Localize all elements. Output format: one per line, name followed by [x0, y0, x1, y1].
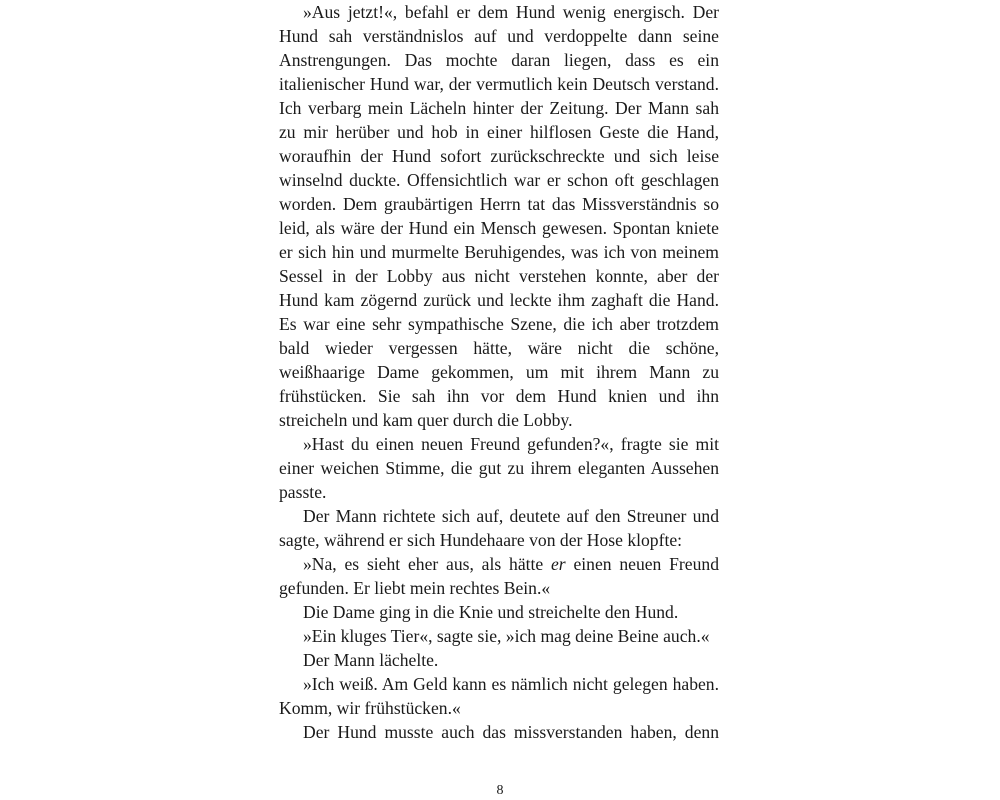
paragraph-3: Der Mann richtete sich auf, deutete auf den Streuner und sagte, während er sich Hundehaare von der Hose klopfte:: [279, 506, 719, 550]
paragraph-4-part-2: einen neuen Freund gefunden. Er liebt mein rechtes Bein.«: [279, 554, 719, 598]
paragraph-1: »Aus jetzt!«, befahl er dem Hund wenig energisch. Der Hund sah verständnislos auf und verdoppelte dann seine Anstrengungen. Das mochte daran liegen, dass es ein italienischer Hund war, der vermutlich kein Deutsch verstand. Ich verbarg mein Lächeln hinter der Zeitung. Der Mann sah zu mir herüber und hob in einer hilflosen Geste die Hand, woraufhin der Hund sofort zurückschreckte und sich leise winselnd duckte. Offensichtlich war er schon oft geschlagen worden. Dem graubärtigen Herrn tat das Missverständnis so leid, als wäre der Hund ein Mensch gewesen. Spontan kniete er sich hin und murmelte Beruhigendes, was ich von meinem Sessel in der Lobby aus nicht verstehen konnte, aber der Hund kam zögernd zurück und leckte ihm zaghaft die Hand. Es war eine sehr sympathische Szene, die ich aber trotzdem bald wieder vergessen hätte, wäre nicht die schöne, weißhaarige Dame gekommen, um mit ihrem Mann zu frühstücken. Sie sah ihn vor dem Hund knien und ihn streicheln und kam quer durch die Lobby.: [279, 2, 719, 430]
paragraph-9: Der Hund musste auch das missverstanden haben, denn: [303, 722, 719, 742]
paragraph-5: Die Dame ging in die Knie und streichelte den Hund.: [303, 602, 679, 622]
paragraph-4: [279, 552, 719, 600]
body-text: [279, 0, 719, 744]
paragraph-6: »Ein kluges Tier«, sagte sie, »ich mag deine Beine auch.«: [303, 626, 710, 646]
page-number: 8: [496, 783, 504, 798]
paragraph-7: Der Mann lächelte.: [303, 650, 439, 670]
paragraph-4-emphasis: er: [551, 554, 566, 574]
paragraph-2: »Hast du einen neuen Freund gefunden?«, fragte sie mit einer weichen Stimme, die gut zu ihrem eleganten Aussehen passte.: [279, 434, 719, 502]
paragraph-8: »Ich weiß. Am Geld kann es nämlich nicht gelegen haben. Komm, wir frühstücken.«: [279, 674, 719, 718]
paragraph-4-part-1: »Na, es sieht eher aus, als hätte: [303, 554, 551, 574]
